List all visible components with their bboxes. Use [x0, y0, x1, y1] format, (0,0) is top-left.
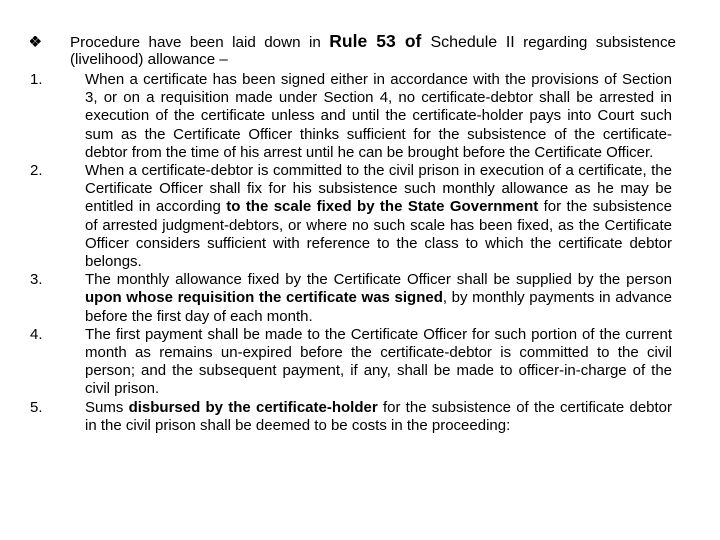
intro-bullet — [30, 33, 676, 68]
rule-bold-text: disbursed by the certificate-holder — [128, 398, 378, 416]
rule-text: When a certificate-debtor is committed to the civil prison in execution of a certificate, the Certificate Officer shall fix for his subsistence such monthly allowance as he may be entitled in according — [85, 162, 672, 216]
rule-item-2 — [30, 162, 672, 271]
intro-part1: Procedure have been laid down in — [70, 34, 330, 51]
intro-text — [70, 33, 676, 68]
rule-text: The first payment shall be made to the Certificate Officer for such portion of the current month as remains un-expired before the certificate-debtor is committed to the civil person; and the subsequent payment, if any, shall be made to officer-in-charge of the civil prison. — [85, 325, 672, 398]
rule-item-4 — [30, 326, 672, 399]
rule-text: Sums — [85, 398, 129, 416]
rule-text: The monthly allowance fixed by the Certificate Officer shall be supplied by the person — [85, 271, 672, 289]
rule-text: for the subsistence of the certificate debtor in the civil prison shall be deemed to be costs in the proceeding: — [85, 398, 673, 434]
rule-bold-text: to the scale fixed by the State Government — [226, 198, 539, 216]
intro-schedule: Schedule II — [430, 34, 515, 51]
rule-text: for the subsistence of arrested judgment-debtors, or where no such scale has been fixed, as the Certificate Officer considers sufficient with reference to the class to which the certificate debtor belongs. — [85, 198, 672, 271]
rule-bold-text: upon whose requisition the certificate was signed — [85, 289, 443, 307]
rules-list — [30, 71, 672, 435]
rule-number: 4. — [30, 325, 43, 343]
rule-number: 2. — [30, 162, 43, 180]
intro-part2: regarding subsistence (livelihood) allowance – — [70, 34, 676, 68]
rule-item-3 — [30, 271, 672, 326]
rule-item-1 — [30, 71, 672, 162]
diamond-bullet-icon — [30, 36, 43, 49]
rule-number: 5. — [30, 398, 43, 416]
rule-text: When a certificate has been signed either in accordance with the provisions of Section 3, or on a requisition made under Section 4, no certificate-debtor shall be arrested in execution of the certificate unless and until the certificate-holder pays into Court such sum as the Certificate Officer thinks sufficient for the subsistence of the certificate-debtor from the time of his arrest until he can be brought before the Certificate Officer. — [85, 71, 672, 161]
rule-number: 3. — [30, 271, 43, 289]
rule-item-5 — [30, 399, 672, 435]
rule-number: 1. — [30, 71, 43, 88]
intro-rule: Rule 53 of — [329, 31, 431, 51]
rule-text: , by monthly payments in advance before the first day of each month. — [85, 289, 672, 325]
